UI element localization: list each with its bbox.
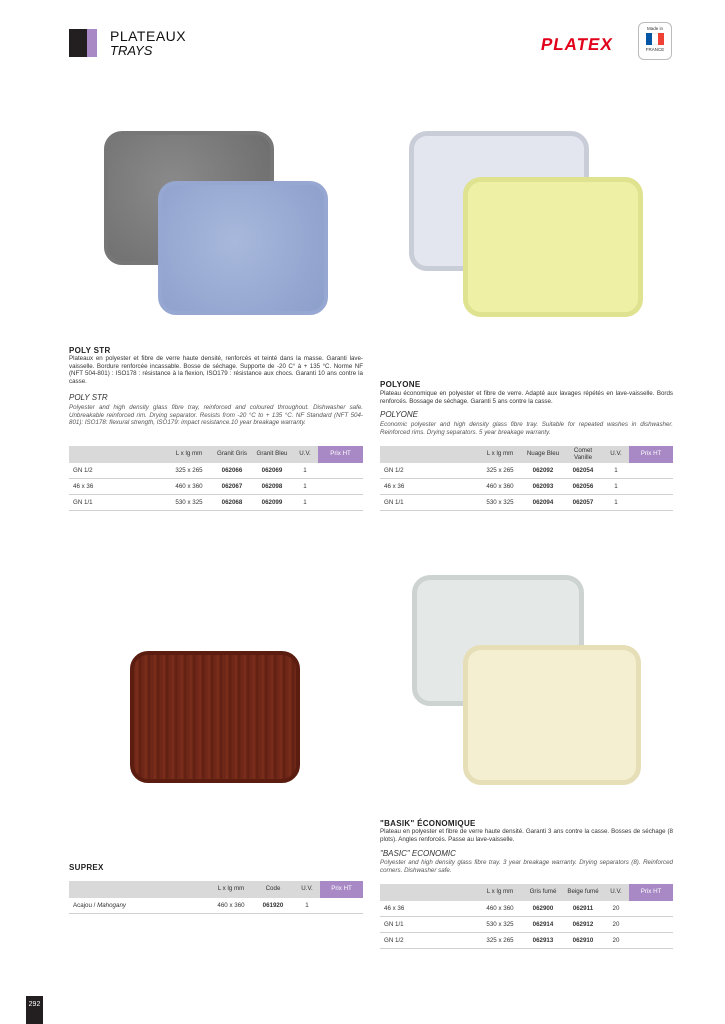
table-row: [380, 901, 673, 917]
table-cell-code: 062057: [563, 495, 603, 511]
table-cell: 20: [603, 933, 629, 949]
table-cell-name: [69, 898, 210, 914]
table-header: [380, 884, 477, 901]
table-header-price: Prix HT: [320, 881, 363, 898]
table-row: [380, 933, 673, 949]
table-cell-code: 061920: [252, 898, 294, 914]
table-cell-price: [629, 917, 673, 933]
tray-image-granit-bleu: [158, 181, 328, 315]
table-cell-price: [629, 463, 673, 479]
product-title-en-polystr: POLY STR: [69, 393, 108, 402]
logo-text: PLATEX: [539, 35, 615, 54]
table-cell-code: 062069: [252, 463, 292, 479]
table-header-price: Prix HT: [318, 446, 363, 463]
table-cell: 325 x 265: [166, 463, 212, 479]
table-cell-price: [629, 479, 673, 495]
table-cell: GN 1/2: [380, 933, 477, 949]
product-desc-en-basik: Polyester and high density glass fibre tray. 3 year breakage warranty. Drying separators (8). Reinforced corners. Dishwasher safe.: [380, 859, 673, 874]
table-cell: GN 1/1: [380, 917, 477, 933]
table-cell: 530 x 325: [477, 917, 523, 933]
table-cell-code: 062094: [523, 495, 563, 511]
table-cell-code: 062054: [563, 463, 603, 479]
table-cell: 1: [292, 479, 318, 495]
table-cell-price: [629, 933, 673, 949]
page-number: 292: [26, 996, 43, 1024]
table-header: L x lg mm: [477, 446, 523, 463]
header-block-dark: [69, 29, 87, 57]
product-desc-fr-basik: Plateau en polyester et fibre de verre haute densité. Garanti 3 ans contre la casse. Bosses de séchage (8 plots). Angles renforcés. Passe au lave-vaisselle.: [380, 828, 673, 843]
table-cell: 1: [603, 463, 629, 479]
table-cell: GN 1/2: [380, 463, 477, 479]
table-cell: 20: [603, 901, 629, 917]
table-header: [69, 446, 166, 463]
table-cell-price: [318, 463, 363, 479]
table-header: L x lg mm: [210, 881, 252, 898]
table-cell: 325 x 265: [477, 463, 523, 479]
table-cell: 46 x 36: [69, 479, 166, 495]
table-cell-code: 062093: [523, 479, 563, 495]
table-cell: GN 1/1: [69, 495, 166, 511]
table-header: Granit Bleu: [252, 446, 292, 463]
product-desc-en-polyone: Economic polyester and high density glass fibre tray. Suitable for repeated washes in dishwasher. Reinforced rims. Drying separators. 5 year breakage warranty.: [380, 421, 673, 436]
table-cell: 460 x 360: [210, 898, 252, 914]
price-table-polystr: [69, 446, 363, 511]
table-cell: 1: [292, 463, 318, 479]
table-row: [380, 463, 673, 479]
table-cell-code: 062099: [252, 495, 292, 511]
tray-image-beige-fume: [463, 645, 641, 785]
table-row: [69, 463, 363, 479]
table-cell-code: 062912: [563, 917, 603, 933]
page-subtitle: TRAYS: [110, 43, 153, 58]
product-desc-en-polystr: Polyester and high density glass fibre tray, reinforced and coloured throughout. Dishwasher safe. Unbreakable reinforced rim. Drying separator. Resists from -20 °C to + 135 °C. NF Standard (NFT 504-801): ISO178: flexural strength, ISO179: impact resistance.10 year breakage warranty.: [69, 404, 363, 427]
table-cell: 46 x 36: [380, 479, 477, 495]
product-title-en-polyone: POLYONE: [380, 410, 418, 419]
table-cell: 1: [603, 479, 629, 495]
row-name-fr: Acajou /: [73, 902, 98, 909]
table-header: Code: [252, 881, 294, 898]
price-table-polyone: [380, 446, 673, 511]
table-header: Comet Vanille: [563, 446, 603, 463]
france-label: FRANCE: [645, 47, 665, 52]
table-header: U.V.: [294, 881, 320, 898]
table-cell: 460 x 360: [477, 479, 523, 495]
table-cell: 1: [603, 495, 629, 511]
tray-image-acajou: [130, 651, 300, 783]
table-row: [69, 898, 363, 914]
product-desc-fr-polystr: Plateaux en polyester et fibre de verre haute densité, renforcés et teinté dans la masse. Garanti lave-vaisselle. Bordure renforcée incassable. Bosse de séchage. Supporte de -20 C° à + 135 °C. Norme NF (NFT 504-801) : ISO178 : résistance à la flexion, ISO179 : résistance aux chocs. Garanti 10 ans contre la casse.: [69, 355, 363, 385]
tray-image-comet-vanille: [463, 177, 643, 317]
table-cell: 460 x 360: [477, 901, 523, 917]
table-cell-code: 062068: [212, 495, 252, 511]
table-cell: 1: [294, 898, 320, 914]
table-cell-price: [629, 495, 673, 511]
table-header: U.V.: [603, 884, 629, 901]
table-header: [380, 446, 477, 463]
product-title-polystr: POLY STR: [69, 346, 111, 355]
table-cell-code: 062098: [252, 479, 292, 495]
product-title-polyone: POLYONE: [380, 380, 421, 389]
table-cell: 46 x 36: [380, 901, 477, 917]
table-row: [69, 479, 363, 495]
table-header: L x lg mm: [166, 446, 212, 463]
table-cell: 460 x 360: [166, 479, 212, 495]
table-cell-price: [318, 495, 363, 511]
table-header: Granit Gris: [212, 446, 252, 463]
table-header: Nuage Bleu: [523, 446, 563, 463]
table-cell-code: 062914: [523, 917, 563, 933]
table-cell: 325 x 265: [477, 933, 523, 949]
table-cell-code: 062900: [523, 901, 563, 917]
platex-logo: [541, 35, 613, 55]
table-header: L x lg mm: [477, 884, 523, 901]
header-block-accent: [87, 29, 97, 57]
table-cell-price: [629, 901, 673, 917]
table-row: [380, 495, 673, 511]
table-cell-price: [318, 479, 363, 495]
table-header: [69, 881, 210, 898]
table-cell-code: 062913: [523, 933, 563, 949]
table-cell-code: 062911: [563, 901, 603, 917]
price-table-suprex: [69, 881, 363, 914]
table-header: Gris fumé: [523, 884, 563, 901]
product-title-suprex: SUPREX: [69, 863, 104, 872]
table-row: [380, 917, 673, 933]
table-cell-code: 062910: [563, 933, 603, 949]
row-name-en: Mahogany: [97, 902, 126, 909]
table-cell-price: [320, 898, 363, 914]
table-row: [69, 495, 363, 511]
table-row: [380, 479, 673, 495]
table-cell: 1: [292, 495, 318, 511]
table-header-price: Prix HT: [629, 884, 673, 901]
table-header: U.V.: [292, 446, 318, 463]
table-cell: 20: [603, 917, 629, 933]
page-title: PLATEAUX: [110, 28, 187, 44]
product-title-basik: "BASIK" ÉCONOMIQUE: [380, 819, 476, 828]
table-cell-code: 062066: [212, 463, 252, 479]
product-title-en-basik: "BASIC" ECONOMIC: [380, 849, 456, 858]
table-cell: 530 x 325: [166, 495, 212, 511]
table-cell-code: 062067: [212, 479, 252, 495]
made-in-france-badge: [638, 22, 672, 60]
table-header: Beige fumé: [563, 884, 603, 901]
table-cell: 530 x 325: [477, 495, 523, 511]
table-header-price: Prix HT: [629, 446, 673, 463]
table-cell-code: 062092: [523, 463, 563, 479]
made-in-label: Made in: [646, 26, 663, 31]
table-cell: GN 1/2: [69, 463, 166, 479]
french-flag-icon: [646, 33, 664, 45]
table-cell-code: 062056: [563, 479, 603, 495]
table-cell: GN 1/1: [380, 495, 477, 511]
product-desc-fr-polyone: Plateau économique en polyester et fibre de verre. Adapté aux lavages répétés en lave-vaisselle. Bords renforcés. Bossage de séchage. Garanti 5 ans contre la casse.: [380, 390, 673, 405]
table-header: U.V.: [603, 446, 629, 463]
price-table-basik: [380, 884, 673, 949]
